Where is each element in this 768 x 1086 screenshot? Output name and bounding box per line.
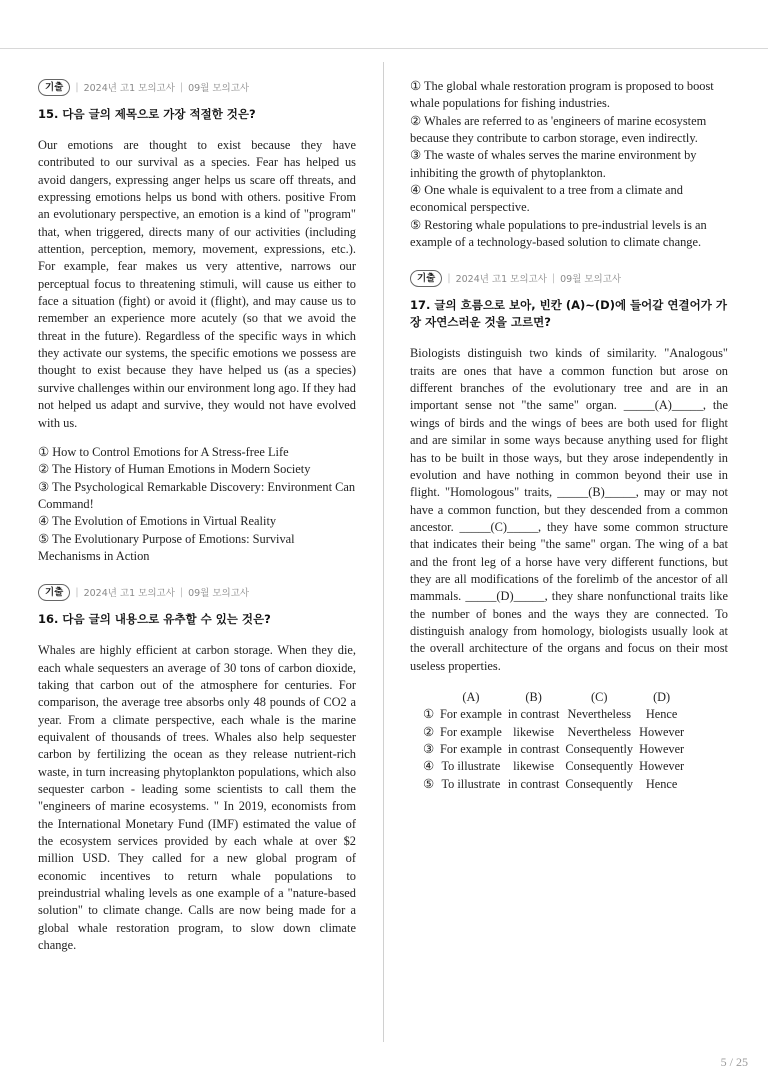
option-number: ⑤: [423, 776, 435, 791]
header-divider: [0, 48, 768, 49]
cell-b: in contrast: [507, 707, 560, 722]
question-16: [38, 583, 356, 954]
separator: |: [551, 272, 556, 284]
column-divider: [383, 62, 384, 1042]
source-month: 09월 모의고사: [188, 83, 250, 94]
answer-options: [38, 444, 356, 565]
cell-d: Hence: [645, 707, 678, 722]
answer-option[interactable]: ② Whales are referred to as 'engineers of marine ecosystem because they contribute to carbon storage, even indirectly.: [410, 113, 707, 146]
cell-b: in contrast: [507, 742, 560, 756]
table-row[interactable]: [420, 706, 687, 723]
answer-option[interactable]: ① How to Control Emotions for A Stress-free Life: [38, 444, 289, 459]
table-row[interactable]: [420, 724, 687, 741]
source-month: 09월 모의고사: [188, 588, 250, 600]
column-header: (B): [525, 690, 542, 705]
answer-option[interactable]: ② The History of Human Emotions in Modern Society: [38, 462, 311, 477]
answer-option[interactable]: ③ The Psychological Remarkable Discovery: Environment Can Command!: [38, 479, 356, 511]
option-number: ③: [423, 742, 435, 756]
source-year: 2024년 고1 모의고사: [455, 274, 547, 286]
cell-d: However: [639, 759, 685, 774]
cell-c: Nevertheless: [567, 707, 631, 722]
answer-option[interactable]: ④ One whale is equivalent to a tree from a climate and economical perspective.: [410, 183, 683, 215]
question-17: [410, 269, 728, 792]
question-passage: Whales are highly efficient at carbon storage. When they die, each whale sequesters an average of 30 tons of carbon dioxide, taking that carbon out of the atmosphere for centuries. For comparison, the average tree absorbs only 48 pounds of CO2 a year. From a climate perspective, each whale is the marine equivalent of thousands of trees. Whales also help sequester carbon by fertilizing the ocean as they release nutrient-rich waste, in turn increasing phytoplankton populations, which also sequester carbon - leading some scientists to call them the "engineers of marine ecosystems. " In 2019, economists from the International Monetary Fund (IMF) estimated the value of the ecosystem services provided by each whale at over $2 million USD. They called for a new global program of economic incentives to return whale populations to preindustrial whaling levels as one example of a "nature-based solution" to climate change. Calls are now being made for a global whale restoration program, to slow down climate change.: [38, 643, 356, 953]
left-column: [38, 78, 356, 954]
cell-d: However: [639, 742, 685, 756]
cell-c: Nevertheless: [567, 724, 631, 739]
source-month: 09월 모의고사: [560, 274, 622, 286]
answer-table-header: [420, 689, 687, 706]
cell-b: in contrast: [507, 776, 560, 791]
separator: |: [447, 272, 451, 284]
separator: |: [75, 81, 79, 93]
past-exam-tag: 기출: [38, 584, 70, 601]
cell-c: Consequently: [565, 776, 634, 791]
question-source-row: [38, 583, 356, 601]
answer-option[interactable]: ⑤ The Evolutionary Purpose of Emotions: Survival Mechanisms in Action: [38, 531, 295, 563]
answer-option[interactable]: ① The global whale restoration program is proposed to boost whale populations for fishing industries.: [410, 79, 714, 111]
answer-options-q16: [410, 78, 728, 251]
cell-a: For example: [440, 707, 502, 722]
cell-b: likewise: [513, 724, 555, 739]
question-title: 15. 다음 글의 제목으로 가장 적절한 것은?: [38, 107, 256, 121]
right-column: [410, 78, 728, 793]
past-exam-tag: 기출: [38, 79, 70, 96]
answer-option[interactable]: ④ The Evolution of Emotions in Virtual Reality: [38, 514, 277, 529]
column-header: (A): [462, 690, 480, 705]
question-passage: Biologists distinguish two kinds of similarity. "Analogous" traits are ones that have a common function but arose on different branches of the evolutionary tree and are in an important sense not "the same" organ. _____(A)_____, the wings of birds and the wings of bees are both used for flight and are similar in some ways because anything used for flight has to be built in those ways, but they arose independently in evolution and have nothing in common beyond their use in flight. "Homologous" traits, _____(B)_____, may or may not have a common function, but they descended from a common ancestor. _____(C)_____, they have some common structure that indicates their being "the same" organ. The wing of a bat and the front leg of a horse have very different functions, but they are all modifications of the forelimb of the ancestor of all mammals. _____(D)_____, they share nonfunctional traits like the number of bones and the ways they are connected. To distinguish analogy from homology, biologists usually look at the overall architecture of the organs and focus on their most useless properties.: [410, 346, 728, 673]
source-year: 2024년 고1 모의고사: [83, 83, 175, 94]
cell-c: Consequently: [565, 742, 634, 756]
cell-a: To illustrate: [441, 759, 501, 774]
question-title: 17. 글의 흐름으로 보아, 빈칸 (A)~(D)에 들어갈 연결어가 가장 자연스러운 것을 고르면?: [410, 298, 727, 330]
answer-option[interactable]: ③ The waste of whales serves the marine environment by inhibiting the growth of phytoplankton.: [410, 148, 697, 180]
question-source-row: [410, 269, 728, 287]
separator: |: [179, 586, 184, 598]
option-number: ②: [423, 724, 435, 739]
option-number: ①: [423, 707, 435, 722]
answer-table: [420, 689, 687, 793]
question-passage: Our emotions are thought to exist because they have contributed to our survival as a species. Fear has helped us avoid dangers, expressing anger helps us scare off threats, and expressing emotions helps us bond with others. positive From an evolutionary perspective, an emotion is a kind of "program" that, when triggered, directs many of our activities (including attention, perception, memory, movement, expressions, etc.). For example, fear makes us very attentive, narrows our perceptual focus to threatening stimuli, will cause us either to face a situation (fight) or avoid it (flight), and may cause us to remember an experience more acutely (so that we avoid the threat in the future). Regardless of the specific ways in which they activate our systems, the specific emotions we possess are thought to exist because they have helped us (as a species) survive challenges within our environment long ago. If they had not helped us adapt and survive, they would not have evolved with us.: [38, 138, 356, 430]
cell-a: For example: [440, 742, 502, 756]
table-row[interactable]: [420, 758, 687, 775]
table-row[interactable]: [420, 775, 687, 792]
page-number: 5 / 25: [720, 1055, 748, 1069]
cell-b: likewise: [513, 759, 555, 774]
cell-d: Hence: [645, 776, 678, 791]
separator: |: [75, 586, 79, 598]
cell-a: To illustrate: [441, 776, 501, 791]
question-15: [38, 78, 356, 565]
answer-option[interactable]: ⑤ Restoring whale populations to pre-industrial levels is an example of a technology-based solution to climate change.: [410, 217, 707, 250]
option-number: ④: [423, 759, 435, 774]
cell-a: For example: [440, 724, 502, 739]
cell-d: However: [639, 724, 685, 739]
question-title: 16. 다음 글의 내용으로 유추할 수 있는 것은?: [38, 612, 271, 627]
cell-c: Consequently: [565, 759, 634, 774]
table-row[interactable]: [420, 741, 687, 758]
question-source-row: [38, 78, 356, 96]
source-year: 2024년 고1 모의고사: [83, 588, 175, 600]
column-header: (C): [591, 690, 608, 705]
column-header: (D): [653, 690, 671, 705]
past-exam-tag: 기출: [410, 270, 442, 287]
separator: |: [179, 81, 184, 93]
